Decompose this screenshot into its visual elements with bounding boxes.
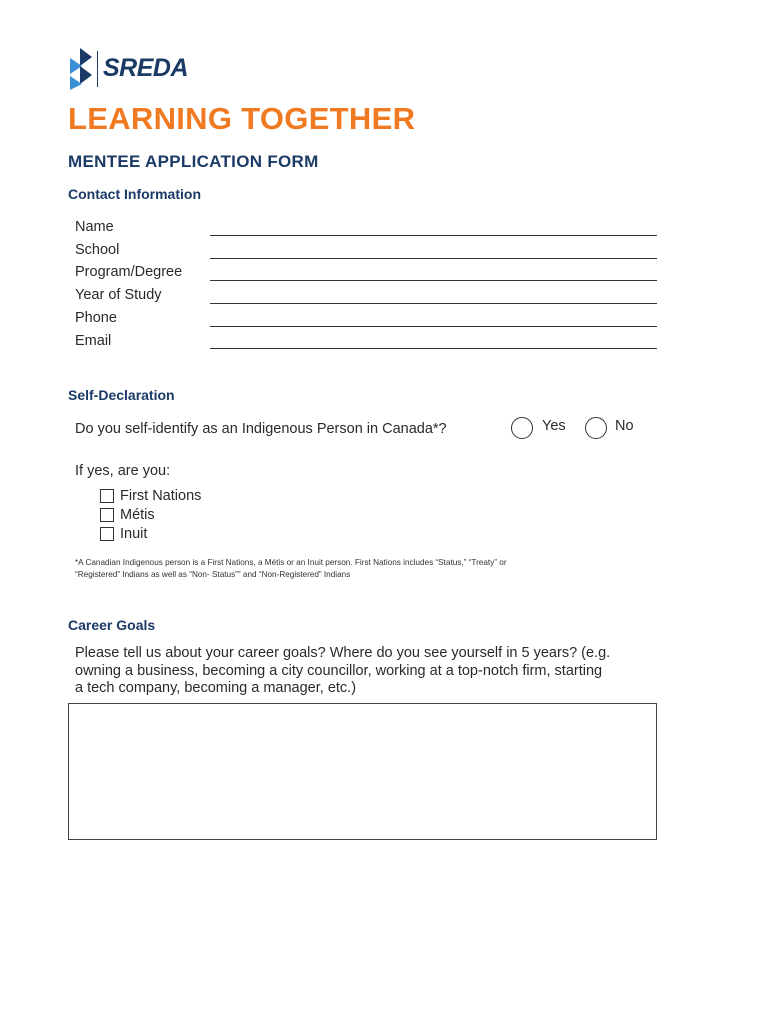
metis-label: Métis <box>120 507 155 523</box>
inuit-checkbox[interactable] <box>100 527 114 541</box>
logo-divider <box>97 51 98 87</box>
self-declaration-heading: Self-Declaration <box>68 387 175 403</box>
page-title: LEARNING TOGETHER <box>68 101 416 136</box>
sreda-logo-mark-icon <box>68 48 94 90</box>
first-nations-checkbox[interactable] <box>100 489 114 503</box>
yes-label: Yes <box>542 418 566 434</box>
contact-heading: Contact Information <box>68 186 201 202</box>
no-radio[interactable] <box>585 417 607 439</box>
first-nations-label: First Nations <box>120 488 202 504</box>
sreda-logo <box>68 48 208 90</box>
name-label: Name <box>75 219 114 235</box>
year-label: Year of Study <box>75 287 162 303</box>
footnote-line-2: “Registered” Indians as well as “Non- Status”” and “Non-Registered” Indians <box>75 569 351 579</box>
name-field[interactable] <box>210 235 657 236</box>
email-field[interactable] <box>210 348 657 349</box>
career-prompt-line-3: a tech company, becoming a manager, etc.) <box>75 680 357 696</box>
phone-label: Phone <box>75 310 117 326</box>
if-yes-label: If yes, are you: <box>75 463 171 479</box>
career-goals-heading: Career Goals <box>68 617 156 633</box>
career-prompt-line-1: Please tell us about your career goals? Where do you see yourself in 5 years? (e.g. <box>75 645 611 661</box>
footnote-line-1: *A Canadian Indigenous person is a First Nations, a Métis or an Inuit person. First Nations includes “Status,” “Treaty” or <box>75 558 507 567</box>
phone-field[interactable] <box>210 326 657 327</box>
logo-text: SREDA <box>103 54 189 82</box>
school-field[interactable] <box>210 258 657 259</box>
program-field[interactable] <box>210 280 657 281</box>
yes-radio[interactable] <box>511 417 533 439</box>
form-title: MENTEE APPLICATION FORM <box>68 152 319 171</box>
inuit-label: Inuit <box>120 526 148 542</box>
year-field[interactable] <box>210 303 657 304</box>
career-prompt-line-2: owning a business, becoming a city councillor, working at a top-notch firm, starting <box>75 662 603 679</box>
school-label: School <box>75 242 120 258</box>
indigenous-question: Do you self-identify as an Indigenous Person in Canada*? <box>75 421 447 437</box>
no-label: No <box>615 418 634 434</box>
metis-checkbox[interactable] <box>100 508 114 522</box>
footnote <box>75 557 635 580</box>
career-goals-textbox[interactable] <box>68 703 657 840</box>
email-label: Email <box>75 333 112 349</box>
program-label: Program/Degree <box>75 264 183 280</box>
career-goals-prompt <box>75 645 665 698</box>
